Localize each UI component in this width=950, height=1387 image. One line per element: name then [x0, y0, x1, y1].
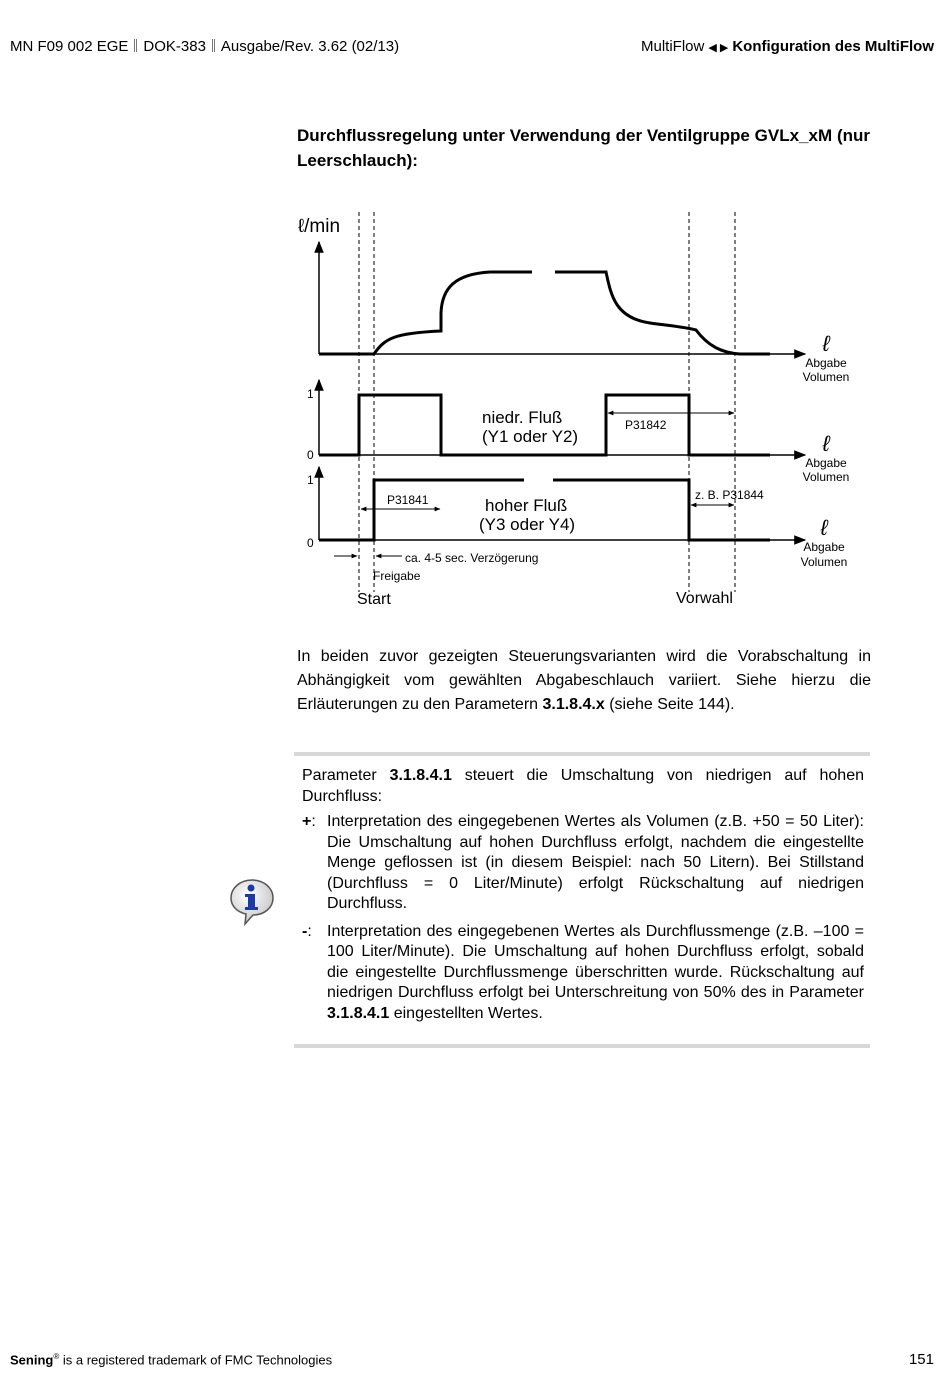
start-label: Start [357, 591, 391, 608]
nav-arrows-icon: ◀ ▶ [708, 42, 729, 54]
param-p31841-label: P31841 [387, 493, 429, 507]
x-axis-symbol-2: ℓ [822, 431, 830, 456]
x-axis-label-3-line2: Volumen [800, 555, 848, 569]
low-flow-level-0: 0 [307, 448, 314, 462]
low-flow-level-1: 1 [307, 387, 314, 401]
x-axis-label-1-line1: Abgabe [805, 356, 847, 370]
minus-mark: - [302, 922, 308, 940]
brand-name: Sening [10, 1352, 54, 1368]
note-item-minus: -: Interpretation des eingegebenen Wertes als Durchflussmenge (z.B. –100 = 100 Liter/Minute). Die Umschaltung auf hohen Durchfluss erfolgt, sobald die eingestellte Durchflussmenge überschritten wurde. Rückschaltung auf niedrigen Durchfluss erfolgt bei Unterschreitung von 50% des in Parameter 3.1.8.4.1 eingestellten Wertes. [302, 922, 864, 1025]
param-p31844-label: z. B. P31844 [695, 488, 764, 502]
flow-curve [319, 272, 770, 354]
note-intro: Parameter 3.1.8.4.1 steuert die Umschaltung von niedrigen auf hohen Durchfluss: [302, 767, 864, 805]
paragraph-text-end: (siehe Seite 144). [604, 696, 735, 713]
diagram-title: Durchflussregelung unter Verwendung der Ventilgruppe GVLx_xM (nur Leerschlauch): [297, 126, 870, 170]
x-axis-symbol-3: ℓ [820, 515, 828, 540]
high-flow-label-line2: (Y3 oder Y4) [479, 515, 576, 534]
low-flow-label-line2: (Y1 oder Y2) [482, 427, 579, 446]
high-flow-level-0: 0 [307, 536, 314, 550]
high-flow-level-1: 1 [307, 473, 314, 487]
x-axis-label-1-line2: Volumen [802, 370, 850, 384]
revision: Ausgabe/Rev. 3.62 (02/13) [220, 38, 400, 55]
minus-text: Interpretation des eingegebenen Wertes als Durchflussmenge (z.B. –100 = 100 Liter/Minute). Die Umschaltung auf hohen Durchfluss erfolgt, sobald die eingestellte Durchflussmenge überschritten wurde. Rückschaltung auf niedrigen Durchfluss erfolgt bei Unterschreitung von 50% des in Parameter 3.1.8.4.1 eingestellten Wertes. [327, 922, 864, 1022]
doc-number: DOK-383 [143, 38, 206, 55]
product-name: MultiFlow [641, 38, 705, 55]
parameter-note-box [294, 752, 870, 1048]
delay-label: ca. 4-5 sec. Verzögerung [405, 551, 539, 565]
info-icon [229, 878, 275, 926]
y-axis-label: ℓ/min [298, 216, 341, 237]
footer-trademark [10, 1352, 332, 1367]
release-label: Freigabe [373, 569, 421, 583]
trademark-text: is a registered trademark of FMC Technologies [59, 1352, 333, 1368]
preselect-label: Vorwahl [676, 590, 733, 607]
minus-param-ref: 3.1.8.4.1 [327, 1004, 390, 1022]
paragraph-param-ref: 3.1.8.4.x [542, 696, 605, 713]
doc-code: MN F09 002 EGE [10, 38, 129, 55]
x-axis-label-2-line2: Volumen [802, 470, 850, 484]
paragraph-text: In beiden zuvor gezeigten Steuerungsvarianten wird die Vorabschaltung in Abhängigkeit vom gewählten Abgabeschlauch variiert. Siehe hierzu die Erläuterungen zu den Parametern [297, 648, 871, 713]
x-axis-symbol-1: ℓ [822, 331, 830, 356]
section-title: Konfiguration des MultiFlow [732, 38, 934, 55]
x-axis-label-3-line1: Abgabe [803, 540, 845, 554]
plus-mark: + [302, 813, 312, 830]
note-item-plus: +: Interpretation des eingegebenen Wertes als Volumen (z.B. +50 = 50 Liter): Die Umschaltung auf hohen Durchfluss erfolgt, nachdem die eingestellte Menge geflossen ist (in diesem Beispiel: nach 50 Litern). Bei Stillstand (Durchfluss = 0 Liter/Minute) erfolgt Rückschaltung auf niedrigen Durchfluss. [302, 812, 864, 915]
param-p31842-label: P31842 [625, 418, 667, 432]
plus-text: Interpretation des eingegebenen Wertes als Volumen (z.B. +50 = 50 Liter): Die Umschaltung auf hohen Durchfluss erfolgt, nachdem die eingestellte Menge geflossen ist (in diesem Beispiel: nach 50 Litern). Bei Stillstand (Durchfluss = 0 Liter/Minute) erfolgt Rückschaltung auf niedrigen Durchfluss. [327, 813, 864, 912]
body-paragraph [297, 645, 871, 717]
high-flow-label-line1: hoher Fluß [485, 496, 568, 515]
registered-mark: ® [53, 1352, 60, 1361]
low-flow-label-line1: niedr. Fluß [482, 408, 563, 427]
note-param-ref: 3.1.8.4.1 [389, 767, 452, 784]
page-number: 151 [908, 1351, 934, 1368]
x-axis-label-2-line1: Abgabe [805, 456, 847, 470]
